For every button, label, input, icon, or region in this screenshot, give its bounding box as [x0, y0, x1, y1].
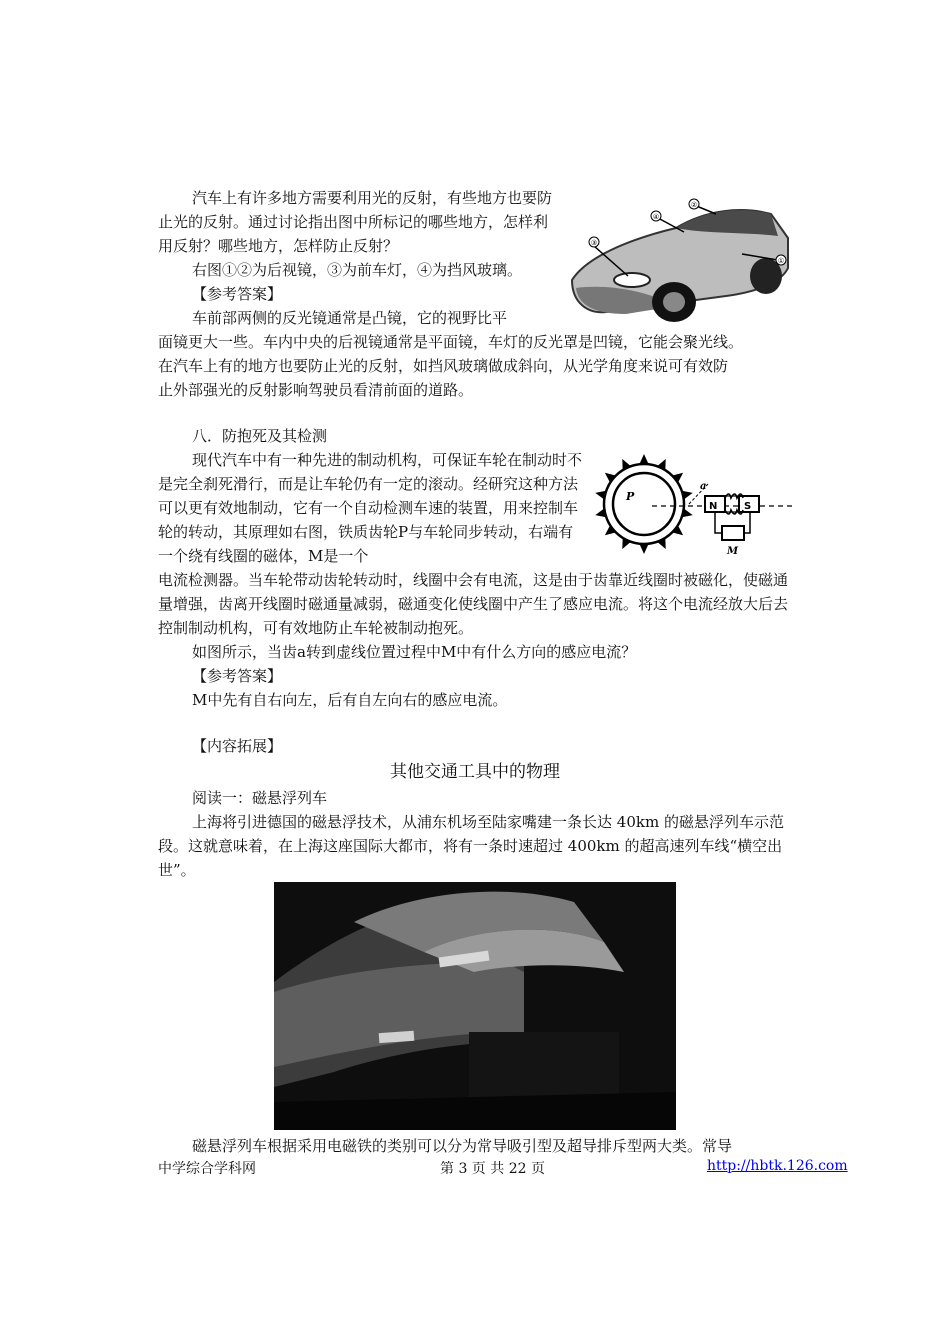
car-answer-heading: 【参考答案】: [192, 285, 283, 303]
car-figure: [566, 188, 796, 330]
car-answer-line-2: 面镜更大一些。车内中央的后视镜通常是平面镜，车灯的反光罩是凹镜，它能会聚光线。: [158, 333, 744, 351]
car-answer-line-3: 在汽车上有的地方也要防止光的反射，如挡风玻璃做成斜向，从光学角度来说可有效防: [158, 357, 729, 375]
gear-figure: [592, 448, 792, 562]
abs-question: 如图所示，当齿a转到虚线位置过程中M中有什么方向的感应电流？: [192, 643, 637, 661]
pole-label-s: S: [744, 501, 752, 512]
abs-heading: 八．防抱死及其检测: [192, 427, 328, 445]
reading-title: 阅读一：磁悬浮列车: [192, 789, 328, 807]
car-question: 汽车上有许多地方需要利用光的反射，有些地方也要防止光的反射。通过讨论指出图中所标记的哪些地方，怎样利用反射？哪些地方，怎样防止反射？: [158, 189, 553, 255]
footer-link[interactable]: http://hbtk.126.com: [707, 1158, 848, 1174]
extension-title: 其他交通工具中的物理: [390, 762, 560, 782]
car-label-2: ②: [690, 201, 698, 209]
maglev-paragraph: 上海将引进德国的磁悬浮技术，从浦东机场至陆家嘴建一条长达 40km 的磁悬浮列车示范段。这就意味着，在上海这座国际大都市，将有一条时速超过 400km 的超高速列车线“横空出世”。: [158, 813, 784, 879]
footer-page-number: 第 3 页 共 22 页: [440, 1161, 545, 1177]
pole-label-n: N: [709, 501, 718, 512]
tooth-label-a: a: [700, 481, 707, 492]
gear-label-p: P: [626, 490, 635, 503]
car-label-1: ①: [777, 257, 785, 265]
car-label-4: ④: [652, 213, 660, 221]
maglev-paragraph-2: 磁悬浮列车根据采用电磁铁的类别可以分为常导吸引型及超导排斥型两大类。常导: [192, 1137, 733, 1155]
meter-label-m: M: [727, 546, 739, 557]
maglev-photo: [274, 882, 676, 1130]
abs-paragraph-narrow: 现代汽车中有一种先进的制动机构，可保证车轮在制动时不是完全刹死滑行，而是让车轮仍有一定的滚动。经研究这种方法可以更有效地制动，它有一个自动检测车速的装置，用来控制车轮的转动，其原理如右图，铁质齿轮P与车轮同步转动，右端有一个绕有线圈的磁体，M是一个: [158, 451, 583, 565]
car-label-3: ③: [590, 239, 598, 247]
extension-heading: 【内容拓展】: [192, 737, 283, 755]
car-answer-line-4: 止外部强光的反射影响驾驶员看清前面的道路。: [158, 381, 474, 399]
car-note: 右图①②为后视镜，③为前车灯，④为挡风玻璃。: [192, 261, 523, 279]
abs-answer: M中先有自右向左，后有自左向右的感应电流。: [192, 691, 508, 709]
abs-paragraph-wide: 电流检测器。当车轮带动齿轮转动时，线圈中会有电流，这是由于齿靠近线圈时被磁化，使磁通量增强，齿离开线圈时磁通量减弱，磁通变化使线圈中产生了感应电流。将这个电流经放大后去控制制动机构，可有效地防止车轮被制动抱死。: [158, 571, 789, 637]
abs-answer-heading: 【参考答案】: [192, 667, 283, 685]
car-answer-line-1: 车前部两侧的反光镜通常是凸镜，它的视野比平: [192, 309, 508, 327]
extension-section: [158, 734, 792, 882]
footer-left: 中学综合学科网: [158, 1161, 256, 1177]
maglev-paragraph-2-wrap: [158, 1134, 792, 1158]
